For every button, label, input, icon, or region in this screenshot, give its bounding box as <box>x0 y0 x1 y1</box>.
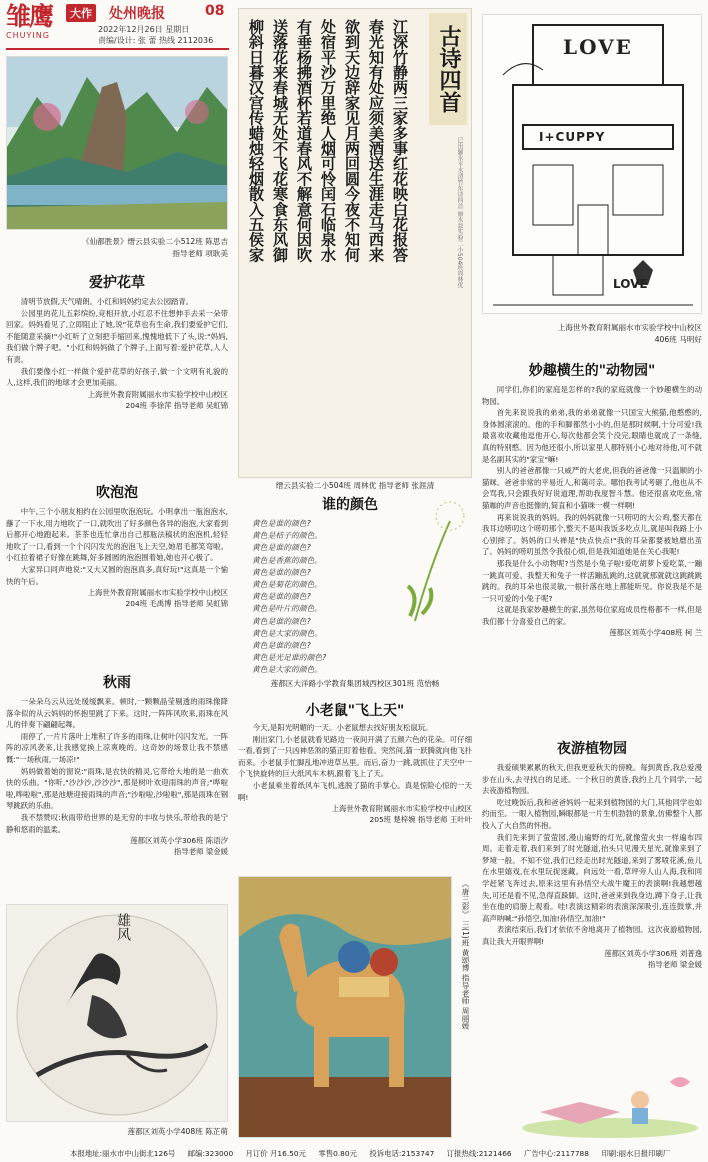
essay-title: 夜游植物园 <box>557 741 627 757</box>
poem-column: 柳斜日暮汉宫传蜡烛轻烟散入五侯家 <box>247 19 265 263</box>
paragraph: 首先来说说我的弟弟,我的弟弟就像一只国宝大熊猫,他憨憨的,身体圆滚滚的。他的手和脚都然小小的,但是那时候啊,十分可爱!我最喜欢收藏他逗他开心,每次他都会笑个没完,眼睛也就成了一条缝,真的特别憨。因为他还很小,所以家里人都特别小心地对待他,可不就是名副其实的"家宝"嘛! <box>482 408 702 464</box>
verse-line: 黄色是谁的颜色? <box>252 519 311 528</box>
footer-ad: 广告中心:2117788 <box>523 1149 589 1158</box>
colour-poem-credit: 莲都区大洋路小学教育集团城西校区301班 范怡畅 <box>270 679 440 688</box>
house-credit: 406班 马明好 <box>654 335 702 344</box>
essay-title: 秋雨 <box>103 675 131 691</box>
verse-line: 黄色是菊花的颜色。 <box>252 580 323 590</box>
poem-column: 欲到天边辞家见月两回圆今夜不知何 <box>343 19 361 263</box>
essay-body <box>6 506 228 609</box>
paragraph: 大家异口同声地说:"又大又圆的泡泡真多,真好玩!"这真是一个愉快的午后。 <box>6 564 228 586</box>
dandelion-decoration <box>400 496 470 626</box>
ink-painting <box>6 904 228 1122</box>
issue-date: 2022年12月26日 星期日 <box>98 25 190 34</box>
essay-school: 上海世外教育附属丽水市实验学校中山校区 <box>87 389 228 399</box>
essay-credit: 指导老师 梁金媛 <box>173 847 228 857</box>
house-caption: 上海世外教育附属丽水市实验学校中山校区 <box>557 323 702 332</box>
essay-body <box>6 696 228 857</box>
essay-body <box>482 384 702 638</box>
paragraph: 清明节放假,天气晴朗。小红和妈妈约定去公园踏青。 <box>20 297 194 306</box>
essay-title: 吹泡泡 <box>96 485 138 501</box>
verse-line: 黄色是谁的颜色? <box>252 592 311 602</box>
essay-credit: 204班 李徐萍 指导老师 吴虹锦 <box>125 400 228 410</box>
essay-credit: 204班 毛禹博 指导老师 吴虹锦 <box>125 599 228 609</box>
footer-price-month: 月订价 月16.50元 <box>245 1149 306 1158</box>
essay-credit: 指导老师 梁金媛 <box>647 959 702 969</box>
verse-line: 黄色是大家的颜色。 <box>252 665 323 675</box>
paragraph: 我不禁赞叹:秋雨带给世界的是无穷的丰收与快乐,带给我的是宁静和悠雨的温柔。 <box>6 812 228 834</box>
paragraph: 今天,是阳光明媚的一天。小老鼠想去找好朋友松鼠玩。 <box>252 723 433 732</box>
verse-line: 黄色是光足谁的颜色? <box>252 653 327 663</box>
landscape-painting <box>6 56 228 230</box>
essay-school: 莲都区刘英小学306班 刘普逸 <box>604 948 702 958</box>
masthead-rule <box>6 48 229 50</box>
paragraph: 雨停了,一片片落叶上堆积了许多的雨珠,让树叶闪闪发光。一阵阵的凉风袭来,让我感觉换上凉爽晚的。这奇妙的场景让我不禁感慨:"一场秋雨,一场凉!" <box>6 731 228 764</box>
house-drawing <box>482 14 702 314</box>
essay-title: 小老鼠"飞上天" <box>305 703 405 719</box>
essay-school: 莲都区刘英小学306班 陈语汐 <box>130 836 228 846</box>
footer-price-each: 零售0.80元 <box>318 1149 357 1158</box>
verse-line: 黄色是叶片的颜色。 <box>252 604 323 614</box>
ink-caption: 莲都区刘英小学408班 陈芷萌 <box>127 1127 228 1136</box>
camel-caption: 《唐三彩》 三(1)班 黄颂博 指导老师 周丽媛 <box>461 880 470 1030</box>
footer-printer: 印刷:丽水日报印刷厂 <box>601 1149 671 1158</box>
landscape-teacher: 指导老师 项耿美 <box>172 249 228 258</box>
paragraph: 表演结束后,我们才依依不舍地离开了植物园。这次夜游植物园,真让我大开眼界啊! <box>482 925 702 946</box>
paragraph: 我爱硕果累累的秋天,但我更爱秋天的傍晚。每到黄昏,我总爱漫步在山头,去寻找白的足迹。一个秋日的黄昏,我约上几个同学,一起去夜游植物园。 <box>482 763 702 796</box>
section-badge: 大作 <box>66 4 96 22</box>
essay-credit: 莲都区刘英小学408班 柯 兰 <box>609 628 702 638</box>
verse-line: 黄色是桔子的颜色。 <box>252 531 323 541</box>
masthead-logo: 雏鹰 <box>6 2 53 31</box>
verse-line: 黄色是谁的颜色? <box>252 641 311 651</box>
paper-name: 处州晚报 <box>109 6 165 22</box>
footer-complaint: 投诉电话:2153747 <box>369 1149 435 1158</box>
poem-column: 江深竹静两三家多事红花映白花报答 <box>391 19 409 263</box>
camel-painting <box>238 876 452 1138</box>
essay-body <box>482 762 702 970</box>
poem-column: 有垂杨拂酒杯若道春风不解意何因吹 <box>295 19 313 263</box>
picnic-decoration <box>520 1072 700 1138</box>
essay-credit: 205班 楚梓婉 指导老师 王叶叶 <box>369 815 472 825</box>
paragraph: 刚出家门,小老鼠就看见路边一夜间开满了五颜六色的花朵。可仔细一看,看到了一只凶神恶煞的猫正盯着他看。突然间,猫一跃腾就向他飞扑而来。小老鼠手忙脚乱地冲进草丛里。而后,奋力一跳,就抓住了天空中一个飞快旋转的巨大纸风车木柄,跟着飞上了天。 <box>238 734 472 779</box>
landscape-caption: 《仙都胜景》缙云县实验二小512班 陈思吉 <box>82 237 228 246</box>
paragraph: 同学们,你们的家庭是怎样的?我的家庭就像一个妙趣横生的动物园。 <box>482 385 702 406</box>
drawing-text-top: LOVE <box>563 35 633 59</box>
footer-postcode: 邮编:323000 <box>187 1149 234 1158</box>
footer-address: 本报地址:丽水市中山街北126号 <box>70 1149 176 1158</box>
poem-title: 古诗四首 <box>429 13 467 125</box>
editor-line: 责编/设计: 张 蕾 热线 2112036 <box>98 36 214 45</box>
essay-body <box>238 722 472 825</box>
paragraph: 我们要像小红一样做个爱护花草的好孩子,做一个文明有礼貌的人,这样,我们的地球才会更加美丽。 <box>6 366 228 388</box>
drawing-text-mid: I+CUPPY <box>539 130 606 144</box>
essay-school: 上海世外教育附属丽水市实验学校中山校区 <box>87 588 228 598</box>
verse-line: 黄色是谁的颜色? <box>252 543 311 553</box>
poem-title-colour: 谁的颜色 <box>322 497 378 513</box>
verse-line: 黄色是大家的颜色。 <box>252 628 323 638</box>
essay-school: 上海世外教育附属丽水市实验学校中山校区 <box>331 804 472 814</box>
verse-line: 黄色是谁的颜色? <box>252 616 311 626</box>
poem-column: 送落花来春城无处不飞花寒食东风御 <box>271 19 289 263</box>
footer-subscribe: 订报热线:2121466 <box>446 1149 512 1158</box>
paragraph: 再来说说我的妈妈。我的妈妈就像一只唠叨的大公鸡,整天都在我耳边唠叨这个唠叨那个,整天不是叫我饭多吃点儿,就是叫我路上小心别摔了。妈妈的口头禅是"快点快点!"我的耳朵都要被她磨出茧了。妈妈的唠叨虽然令我很心烦,但是我知道她是在关心我呢! <box>482 512 702 557</box>
page-number: 08 <box>205 3 225 19</box>
paragraph: 公园里的花儿五彩缤纷,竞相开放,小红忍不住想伸手去采一朵带回家。妈妈看见了,立即阻止了她,说"花草也有生命,我们要爱护它们,不能随意采摘!"小红听了立刻把手缩回来,愧愧地低下了头,说:"妈妈,我们做个牌子吧。"小红和妈妈做了个牌子,上面写着:爱护花草,人人有责。 <box>6 308 228 364</box>
landscape-illustration <box>7 57 228 230</box>
paragraph: 一朵朵乌云从远处缓缓飘来。顿时,一颗颗晶莹剔透的雨珠像降落伞似的从云妈妈的怀抱里跳了下来。这时,一阵阵风吹来,雨珠在风儿的伴奏下翩翩起舞。 <box>6 697 228 730</box>
verse-line: 黄色是香蕉的颜色。 <box>252 555 323 565</box>
camel-illustration <box>239 877 452 1138</box>
colour-poem <box>252 518 402 677</box>
paragraph: 这就是我家妙趣横生的家,虽然每位家庭成员性格都不一样,但是我们都十分喜爱自己的家。 <box>482 605 702 626</box>
paragraph: 别人的爸爸都像一只威严的大老虎,但我的爸爸像一只温顺的小猫咪。爸爸非常的平易近人,和蔼可亲。哪怕我考试考砸了,他也从不会骂我,只会跟我好好说道理,帮助我度智斗慧。他还很喜欢吃鱼,常猫咖的声音也挺像的,简直和小猫咪一模一样啊! <box>482 466 702 510</box>
poem-column: 春光知有处应须美酒送生涯走马西来 <box>367 19 385 263</box>
essay-title: 妙趣横生的"动物园" <box>528 363 656 379</box>
drawing-text-bottom: LOVE <box>613 277 648 291</box>
masthead-latin: CHUYING <box>6 31 50 40</box>
paragraph: 吃过晚饭后,我和爸爸妈妈一起来到植物园的大门,其他同学也如约而至。一眼入植物园,瞬眼都是一片生机勃勃的景象,仿佛整个人都投入了大自然的怀抱。 <box>482 797 702 830</box>
paragraph: 小老鼠乘坐着纸风车飞机,逃脱了猫的手掌心。真是惊险心惊的一天啊! <box>238 780 472 802</box>
paragraph: 中午,三个小朋友相约在公园里吹泡泡玩。小明拿出一瓶泡泡水,蘸了一下水,用力地吹了一口,就吹出了好多颜色各异的泡泡,大家看到后都开心地跑起来。茶茶也连忙拿出自己那瓶法稿状的泡泡机,轻轻地吹了一口,看到一个个闪闪发光的泡泡飞上天空,她眉毛都笑弯啦。小红拉着裙子好像在跳舞,好多圆圆的泡泡围着她,她也开心极了。 <box>6 507 228 563</box>
house-sketch <box>483 15 702 314</box>
poem-column: 处宿平沙万里绝人烟可怜闰石临泉水 <box>319 19 337 263</box>
poem-note: 已出羅水平水清竹东诗四首 丽水县实验二小504班周林优 <box>456 137 463 289</box>
essay-title: 爱护花草 <box>89 275 145 291</box>
calligraphy-caption: 缙云县实验二小504班 周林优 指导老师 张涯清 <box>275 481 435 490</box>
essay-body <box>6 296 228 411</box>
paragraph: 妈妈做着她的窗说:"雨珠,是农快的精灵,它带给大地的是一曲欢快的乐曲。"你听,"沙沙沙,沙沙沙",那是树叶欢迎雨珠的声音;"哗啦啦,哗啦啦",那是池塘迎接雨珠的声音;"沙啦啦,沙啦啦",那是雨珠在钢琴跳跃的乐曲。 <box>6 766 228 811</box>
picnic-illustration <box>520 1072 700 1138</box>
paragraph: 那我是什么小动物呢?当然是小兔子啦!爱吃胡萝卜爱吃菜,一蹦一跳真可爱。我整天和兔子一样活蹦乱跳的,这就就那就就这跳跳跳跳的。我的耳朵也很灵敏,一根针落在地上都能听见。你说我是不是一只可爱的小兔子呢? <box>482 558 702 603</box>
verse-line: 黄色是谁的颜色? <box>252 567 311 577</box>
paragraph: 我们先来到了萤萤园,漫山遍野的灯光,就像萤火虫一样遍布四周。走着走着,我们来到了时光隧道,抬头只见漫天星光,就像来到了梦境一般。不知不觉,我们已经走出时光隧道,来到了雾喷花溪,鱼儿在水里嬉戏,在水里玩捉迷藏。向远处一看,草坪旁人山人海,我和同学赶紧飞奔过去,原来这里有孙悟空大战牛魔王的表演啊!我越想越失,可还是看不见,急得直跺脚。这时,爸爸来到我身边,蹲下身子,让我坐在他的肩膀上观看。哇!表演这精彩的表演深深吸引,连连鼓掌,并高声呐喊:"孙悟空,加油!孙悟空,加油!" <box>482 832 702 923</box>
calligraphy-scroll <box>238 8 472 478</box>
footer <box>0 1146 708 1162</box>
ink-seal: 雄风 <box>115 913 131 941</box>
dandelion-icon <box>400 496 470 626</box>
